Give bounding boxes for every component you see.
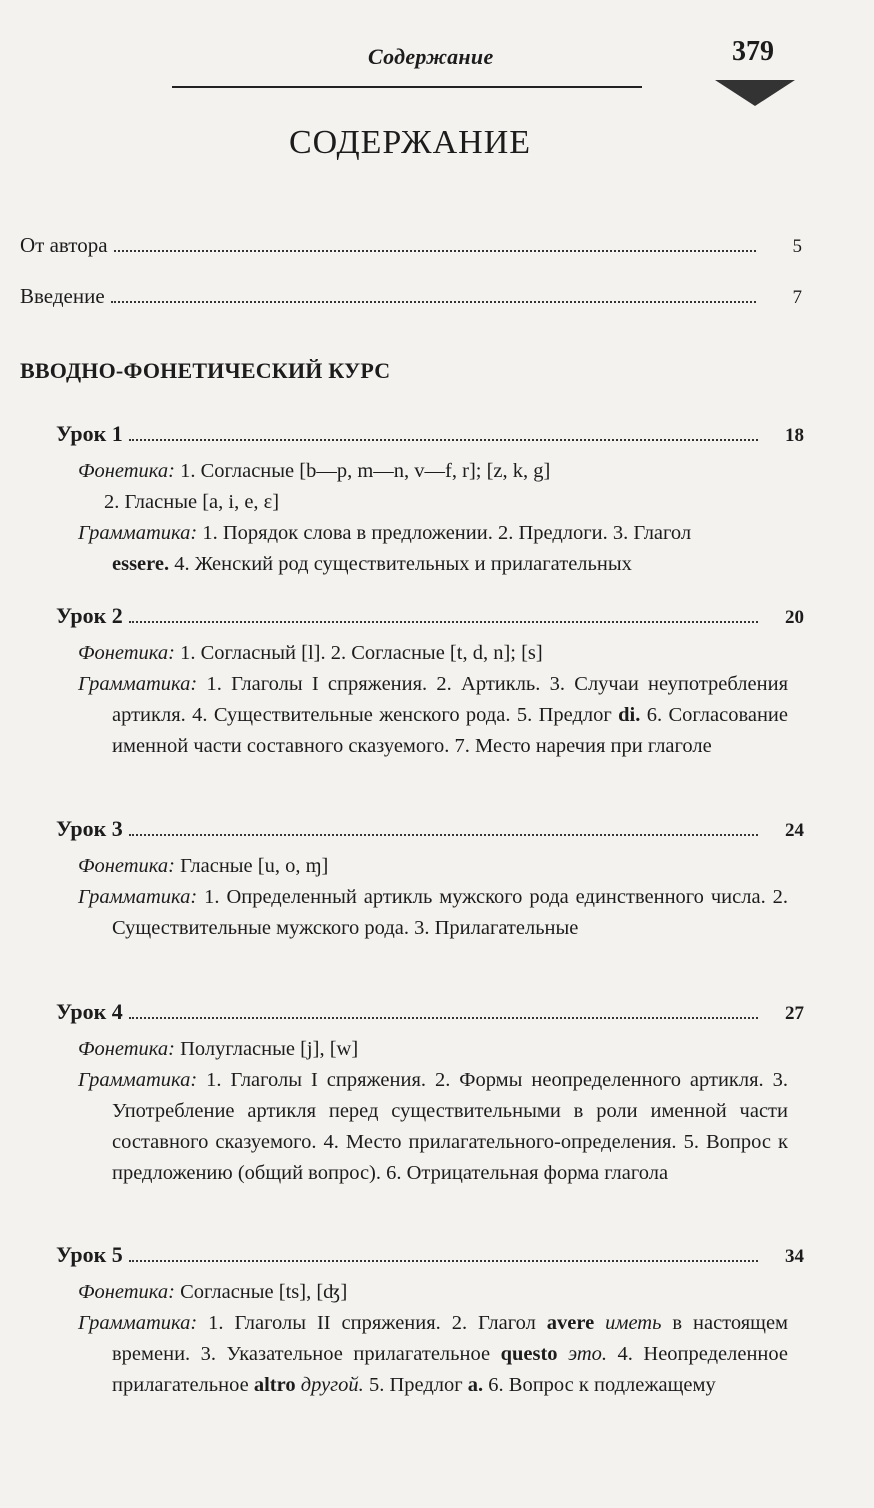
lesson-5-grammar: Грамматика: 1. Глаголы II спряжения. 2. Глагол avere иметь в настоящем времени. 3. Указательное прилагательное questo это. 4. Неопределенное прилагательное altro другой. 5. Предлог a. 6. Вопрос к подлежащему [78, 1312, 789, 1396]
lesson-1-phonetics: Фонетика: 1. Согласные [b—p, m—n, v—f, r]; [z, k, g] [78, 460, 551, 482]
italian-term: di. [618, 704, 641, 726]
lesson-3-phonetics: Фонетика: Гласные [u, o, ɱ] [78, 855, 329, 877]
lesson-title: Урок 1 [56, 421, 123, 446]
lesson-page: 27 [785, 1003, 804, 1024]
triangle-marker-icon [715, 80, 795, 106]
lesson-title: Урок 4 [56, 999, 123, 1024]
lesson-page: 34 [785, 1246, 804, 1267]
toc-entry-lesson-4[interactable] [56, 999, 804, 1025]
lesson-2-phonetics: Фонетика: 1. Согласный [l]. 2. Согласные [t, d, n]; [s] [78, 642, 543, 664]
toc-entry-lesson-2[interactable] [56, 603, 804, 629]
phonetics-label: Фонетика: [78, 855, 175, 877]
phonetics-label: Фонетика: [78, 642, 175, 664]
section-heading: ВВОДНО-ФОНЕТИЧЕСКИЙ КУРС [20, 358, 391, 383]
phonetics-label: Фонетика: [78, 1281, 175, 1303]
lesson-3-grammar: Грамматика: 1. Определенный артикль мужского рода единственного числа. 2. Существительные мужского рода. 3. Прилагательные [78, 886, 788, 939]
italian-term: altro [253, 1374, 296, 1396]
lesson-page: 24 [785, 820, 804, 841]
page-number: 379 [732, 36, 774, 67]
toc-entry-lesson-1[interactable] [56, 421, 804, 447]
toc-entry-label: Введение [20, 284, 105, 308]
phonetics-label: Фонетика: [78, 460, 175, 482]
italian-term: questo [500, 1343, 558, 1365]
toc-entry-intro[interactable] [20, 284, 802, 309]
leader-dots [129, 834, 758, 836]
toc-entry-author[interactable] [20, 233, 802, 258]
grammar-label: Грамматика: [78, 673, 198, 695]
page-title: СОДЕРЖАНИЕ [288, 124, 532, 161]
lesson-1-phonetics-cont: 2. Гласные [a, i, e, ε] [104, 491, 280, 513]
running-title: Содержание [368, 44, 494, 69]
translation: это. [557, 1343, 608, 1365]
toc-entry-label: От автора [20, 233, 108, 257]
phonetics-label: Фонетика: [78, 1038, 175, 1060]
italian-term: avere [546, 1312, 595, 1334]
toc-entry-page: 5 [792, 236, 802, 257]
lesson-title: Урок 5 [56, 1242, 123, 1267]
lesson-1-grammar: Грамматика: 1. Порядок слова в предложении. 2. Предлоги. 3. Глагол essere. 4. Женский род существительных и прилагательных [78, 522, 692, 575]
grammar-label: Грамматика: [78, 1312, 198, 1334]
leader-dots [129, 621, 758, 623]
toc-entry-page: 7 [792, 287, 802, 308]
italian-term: essere. [112, 553, 170, 575]
toc-entry-lesson-3[interactable] [56, 816, 804, 842]
grammar-label: Грамматика: [78, 886, 198, 908]
grammar-label: Грамматика: [78, 522, 198, 544]
toc-entry-lesson-5[interactable] [56, 1242, 804, 1268]
lesson-5-phonetics: Фонетика: Согласные [ts], [ʤ] [78, 1281, 348, 1303]
italian-term: a. [467, 1374, 484, 1396]
lesson-4-grammar: Грамматика: 1. Глаголы I спряжения. 2. Формы неопределенного артикля. 3. Употребление артикля перед существительными в роли именной части составного сказуемого. 4. Место прилагательного-определения. 5. Вопрос к предложению (общий вопрос). 6. Отрицательная форма глагола [78, 1069, 788, 1184]
lesson-title: Урок 3 [56, 816, 123, 841]
lesson-title: Урок 2 [56, 603, 123, 628]
lesson-2-grammar: Грамматика: 1. Глаголы I спряжения. 2. Артикль. 3. Случаи неупотребления артикля. 4. Существительные женского рода. 5. Предлог di. 6. Согласование именной части составного сказуемого. 7. Место наречия при глаголе [78, 673, 788, 757]
header-rule [172, 86, 642, 88]
translation: иметь [594, 1312, 662, 1334]
lesson-page: 20 [785, 607, 804, 628]
leader-dots [129, 1017, 758, 1019]
lesson-4-phonetics: Фонетика: Полугласные [j], [w] [78, 1038, 359, 1060]
leader-dots [114, 250, 756, 252]
translation: другой. [295, 1374, 364, 1396]
leader-dots [129, 439, 758, 441]
grammar-label: Грамматика: [78, 1069, 198, 1091]
leader-dots [129, 1260, 758, 1262]
lesson-page: 18 [785, 425, 804, 446]
leader-dots [111, 301, 756, 303]
